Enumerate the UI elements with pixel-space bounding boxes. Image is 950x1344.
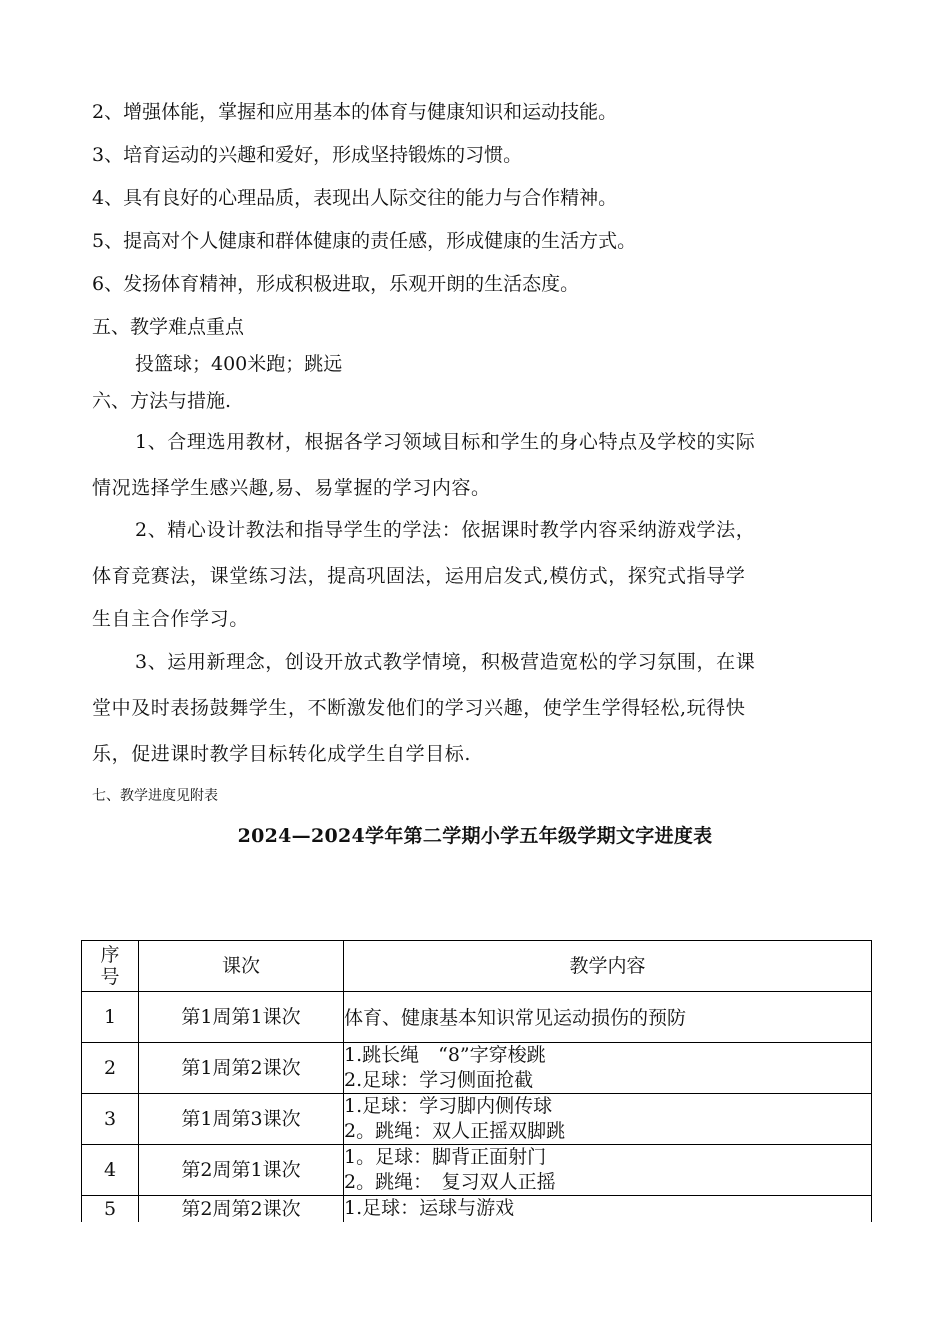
row-lesson: 第1周第2课次 — [139, 1043, 344, 1094]
section-6-heading: 六、方法与措施. — [92, 390, 232, 412]
row-content-line-2: 2.足球：学习侧面抢截 — [344, 1069, 534, 1091]
method-2-line-3: 生自主合作学习。 — [92, 608, 249, 630]
objective-4: 4、具有良好的心理品质，表现出人际交往的能力与合作精神。 — [92, 187, 618, 209]
row-content — [344, 1196, 872, 1222]
row-content — [344, 1145, 872, 1196]
schedule-table — [81, 940, 872, 1222]
row-content-line-1: 1。足球：脚背正面射门 — [344, 1146, 547, 1168]
header-seq — [82, 941, 139, 992]
objective-3: 3、培育运动的兴趣和爱好，形成坚持锻炼的习惯。 — [92, 144, 523, 166]
header-seq-line-2: 号 — [100, 966, 120, 988]
header-content: 教学内容 — [344, 941, 872, 992]
objective-6: 6、发扬体育精神，形成积极进取，乐观开朗的生活态度。 — [92, 273, 580, 295]
row-number: 1 — [82, 992, 139, 1043]
row-content — [344, 1043, 872, 1094]
method-3-line-1: 3、运用新理念，创设开放式教学情境，积极营造宽松的学习氛围，在课 — [135, 651, 756, 673]
table-row — [82, 1196, 872, 1222]
row-content-line-2: 2。跳绳：双人正摇双脚跳 — [344, 1120, 566, 1142]
row-content-line-1: 1.足球：运球与游戏 — [344, 1197, 515, 1220]
section-5-heading: 五、教学难点重点 — [92, 316, 245, 338]
schedule-title: 2024—2024学年第二学期小学五年级学期文字进度表 — [237, 825, 713, 847]
method-3-line-3: 乐，促进课时教学目标转化成学生自学目标. — [92, 743, 472, 765]
row-content — [344, 1094, 872, 1145]
row-content-line-1: 体育、健康基本知识常见运动损伤的预防 — [344, 1006, 687, 1029]
header-lesson: 课次 — [139, 941, 344, 992]
header-seq-line-1: 序 — [100, 944, 120, 966]
section-5-body: 投篮球；400米跑；跳远 — [135, 353, 343, 375]
table-header-row — [82, 941, 872, 992]
page-bottom-blank — [0, 1222, 950, 1344]
row-content-line-1: 1.跳长绳 “8”字穿梭跳 — [344, 1044, 546, 1066]
row-number: 4 — [82, 1145, 139, 1196]
table-row — [82, 992, 872, 1043]
method-2-line-2: 体育竞赛法，课堂练习法，提高巩固法，运用启发式,模仿式，探究式指导学 — [92, 565, 746, 587]
table-row — [82, 1043, 872, 1094]
objective-2: 2、增强体能，掌握和应用基本的体育与健康知识和运动技能。 — [92, 101, 618, 123]
row-number: 2 — [82, 1043, 139, 1094]
table-row — [82, 1145, 872, 1196]
method-2-line-1: 2、精心设计教法和指导学生的学法：依据课时教学内容采纳游戏学法， — [135, 519, 756, 541]
row-content-line-1: 1.足球：学习脚内侧传球 — [344, 1095, 553, 1117]
method-3-line-2: 堂中及时表扬鼓舞学生，不断激发他们的学习兴趣，使学生学得轻松,玩得快 — [92, 697, 746, 719]
row-lesson: 第2周第2课次 — [139, 1196, 344, 1222]
objective-5: 5、提高对个人健康和群体健康的责任感，形成健康的生活方式。 — [92, 230, 637, 252]
row-number: 5 — [82, 1196, 139, 1222]
row-content-line-2: 2。跳绳： 复习双人正摇 — [344, 1171, 556, 1193]
method-1-line-2: 情况选择学生感兴趣,易、易掌握的学习内容。 — [92, 477, 491, 499]
table-row — [82, 1094, 872, 1145]
row-lesson: 第1周第3课次 — [139, 1094, 344, 1145]
row-lesson: 第1周第1课次 — [139, 992, 344, 1043]
section-7-heading: 七、教学进度见附表 — [92, 788, 218, 804]
row-number: 3 — [82, 1094, 139, 1145]
row-lesson: 第2周第1课次 — [139, 1145, 344, 1196]
row-content — [344, 992, 872, 1043]
method-1-line-1: 1、合理选用教材，根据各学习领域目标和学生的身心特点及学校的实际 — [135, 431, 756, 453]
